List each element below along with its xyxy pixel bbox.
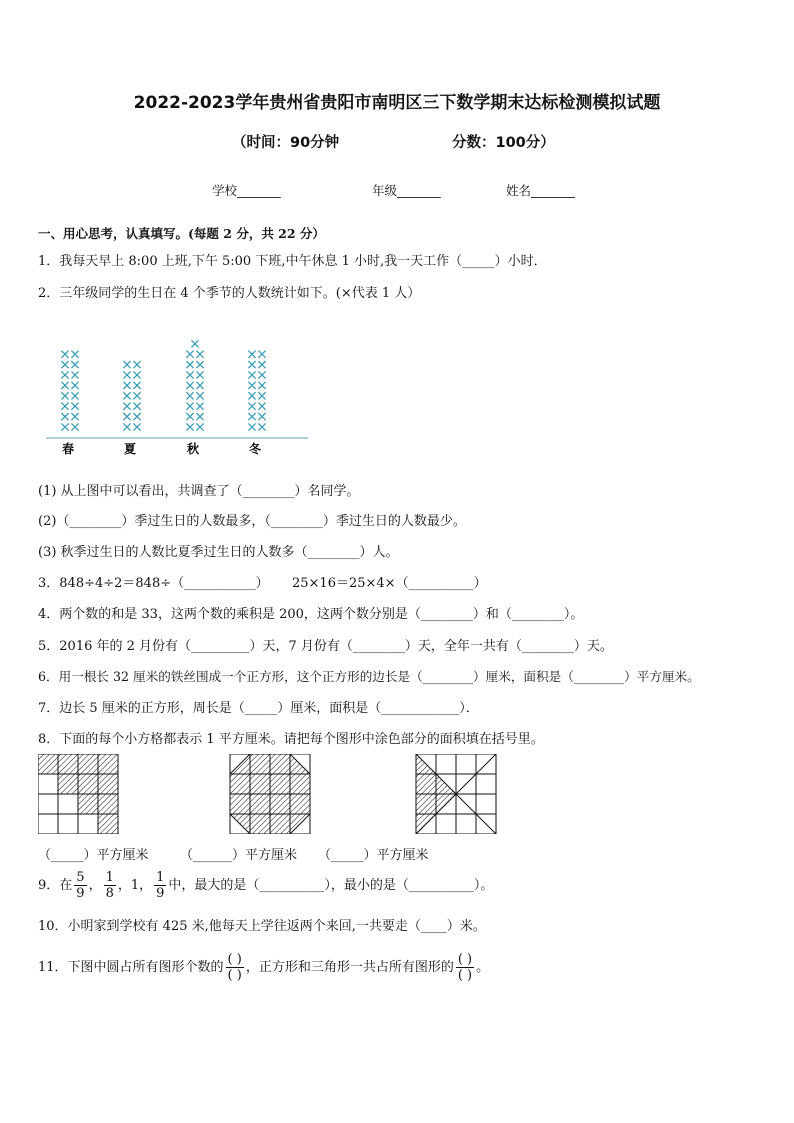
tally-mark-秋 [186, 392, 193, 399]
tally-mark-夏 [133, 371, 140, 378]
tally-mark-秋 [196, 413, 203, 420]
question-8-answer-2: （______）平方厘米 [180, 848, 298, 863]
tally-mark-秋 [186, 413, 193, 420]
question-9: 9．在 $\frac{5}{9}$ ， $\frac{1}{8}$ ，1， $\frac{1}{9}$ 中，最大的是（__________），最小的是（__________）。 [38, 870, 494, 901]
tally-mark-冬 [248, 351, 255, 358]
tally-mark-春 [71, 382, 78, 389]
section-heading: 一、用心思考，认真填写。(每题 2 分，共 22 分） [38, 226, 325, 241]
name-field: 姓名_______ [506, 183, 575, 198]
tally-mark-秋 [186, 403, 193, 410]
tally-mark-秋 [196, 382, 203, 389]
area-figures [38, 754, 500, 834]
tally-mark-春 [61, 403, 68, 410]
question-1: 1．我每天早上 8:00 上班,下午 5:00 下班,中午休息 1 小时,我一天工作（_____）小时． [38, 254, 547, 269]
tally-mark-冬 [248, 413, 255, 420]
tally-mark-夏 [123, 413, 130, 420]
question-2-3: (3) 秋季过生日的人数比夏季过生日的人数多（________）人。 [38, 545, 399, 560]
category-label-春: 春 [61, 442, 75, 456]
tally-mark-夏 [133, 423, 140, 430]
tally-mark-冬 [248, 382, 255, 389]
question-7: 7．边长 5 厘米的正方形，周长是（_____）厘米，面积是（____________）． [38, 701, 479, 716]
pictograph-chart [40, 310, 320, 460]
tally-mark-夏 [133, 392, 140, 399]
question-3a: 3．848÷4÷2＝848÷（___________） [38, 576, 269, 591]
tally-mark-秋 [196, 392, 203, 399]
tally-mark-夏 [133, 361, 140, 368]
page-title: 2022-2023学年贵州省贵阳市南明区三下数学期末达标检测模拟试题 [133, 93, 661, 113]
tally-mark-春 [71, 392, 78, 399]
tally-mark-冬 [248, 361, 255, 368]
answer-fraction-square-triangle: $\frac{( )}{( )}$ [457, 952, 473, 983]
tally-mark-春 [61, 392, 68, 399]
tally-mark-冬 [258, 351, 265, 358]
question-8: 8．下面的每个小方格都表示 1 平方厘米。请把每个图形中涂色部分的面积填在括号里。 [38, 732, 544, 747]
category-label-夏: 夏 [123, 442, 137, 456]
tally-mark-冬 [248, 371, 255, 378]
tally-mark-冬 [258, 413, 265, 420]
tally-mark-秋 [196, 351, 203, 358]
category-label-冬: 冬 [248, 442, 262, 456]
tally-mark-夏 [123, 382, 130, 389]
fraction-one-ninth: $\frac{1}{9}$ [156, 870, 165, 901]
figure-1 [38, 754, 118, 834]
tally-mark-春 [61, 351, 68, 358]
tally-mark-春 [61, 413, 68, 420]
answer-fraction-circle: $\frac{( )}{( )}$ [227, 952, 242, 983]
tally-mark-秋 [186, 351, 193, 358]
tally-mark-春 [71, 403, 78, 410]
question-3b: 25×16＝25×4×（__________） [292, 576, 487, 591]
question-5: 5．2016 年的 2 月份有（_________）天，7 月份有（________）天，全年一共有（________）天。 [38, 639, 613, 654]
tally-mark-冬 [258, 423, 265, 430]
tally-mark-冬 [258, 392, 265, 399]
tally-mark-春 [71, 361, 78, 368]
fraction-five-ninths: $\frac{5}{9}$ [76, 870, 85, 901]
tally-mark-夏 [123, 423, 130, 430]
fraction-one-eighth: $\frac{1}{8}$ [105, 870, 114, 901]
tally-mark-冬 [248, 392, 255, 399]
figure-2 [230, 754, 310, 834]
tally-mark-春 [61, 361, 68, 368]
tally-mark-秋 [186, 371, 193, 378]
question-2: 2．三年级同学的生日在 4 个季节的人数统计如下。(×代表 1 人） [38, 286, 421, 301]
question-11: 11．下图中圆占所有图形个数的 $\frac{( )}{( )}$ ，正方形和三角形一共占所有图形的 $\frac{( )}{( )}$ 。 [38, 952, 490, 983]
tally-mark-春 [61, 382, 68, 389]
tally-mark-冬 [248, 423, 255, 430]
tally-mark-秋 [196, 403, 203, 410]
tally-mark-春 [71, 371, 78, 378]
tally-mark-春 [61, 371, 68, 378]
tally-mark-秋 [196, 423, 203, 430]
tally-mark-冬 [258, 361, 265, 368]
tally-mark-春 [61, 423, 68, 430]
tally-mark-夏 [133, 413, 140, 420]
school-field: 学校_______ [212, 183, 281, 198]
tally-mark-秋 [191, 340, 198, 347]
tally-mark-夏 [123, 361, 130, 368]
question-6: 6．用一根长 32 厘米的铁丝围成一个正方形，这个正方形的边长是（________）厘米，面积是（________）平方厘米。 [38, 669, 700, 684]
question-8-answer-3: （_____）平方厘米 [318, 848, 429, 863]
tally-mark-冬 [258, 371, 265, 378]
tally-mark-秋 [196, 371, 203, 378]
question-4: 4．两个数的和是 33，这两个数的乘积是 200，这两个数分别是（________）和（________）。 [38, 607, 584, 622]
question-2-2: (2)（________）季过生日的人数最多，（________）季过生日的人数最少。 [38, 514, 466, 529]
tally-mark-冬 [258, 382, 265, 389]
tally-mark-夏 [123, 403, 130, 410]
tally-mark-冬 [258, 403, 265, 410]
tally-mark-夏 [123, 371, 130, 378]
tally-mark-冬 [248, 403, 255, 410]
tally-mark-秋 [186, 423, 193, 430]
figure-3 [416, 754, 496, 834]
tally-mark-春 [71, 413, 78, 420]
tally-mark-春 [71, 351, 78, 358]
tally-mark-夏 [133, 382, 140, 389]
question-9-suffix: 中，最大的是（__________），最小的是（__________）。 [168, 878, 494, 893]
question-10: 10．小明家到学校有 425 米,他每天上学往返两个来回,一共要走（____）米。 [38, 919, 486, 934]
tally-mark-春 [71, 423, 78, 430]
exam-time: （时间：90分钟 [232, 135, 340, 151]
tally-mark-秋 [186, 361, 193, 368]
tally-mark-夏 [123, 392, 130, 399]
grade-field: 年级_______ [372, 183, 441, 198]
exam-score: 分数：100分） [452, 135, 555, 151]
tally-mark-秋 [196, 361, 203, 368]
tally-mark-夏 [133, 403, 140, 410]
question-9-prefix: 9．在 [38, 878, 73, 893]
question-2-1: (1) 从上图中可以看出，共调查了（________）名同学。 [38, 484, 360, 499]
question-8-answer-1: （_____）平方厘米 [38, 848, 149, 863]
category-label-秋: 秋 [186, 442, 200, 456]
tally-mark-秋 [186, 382, 193, 389]
